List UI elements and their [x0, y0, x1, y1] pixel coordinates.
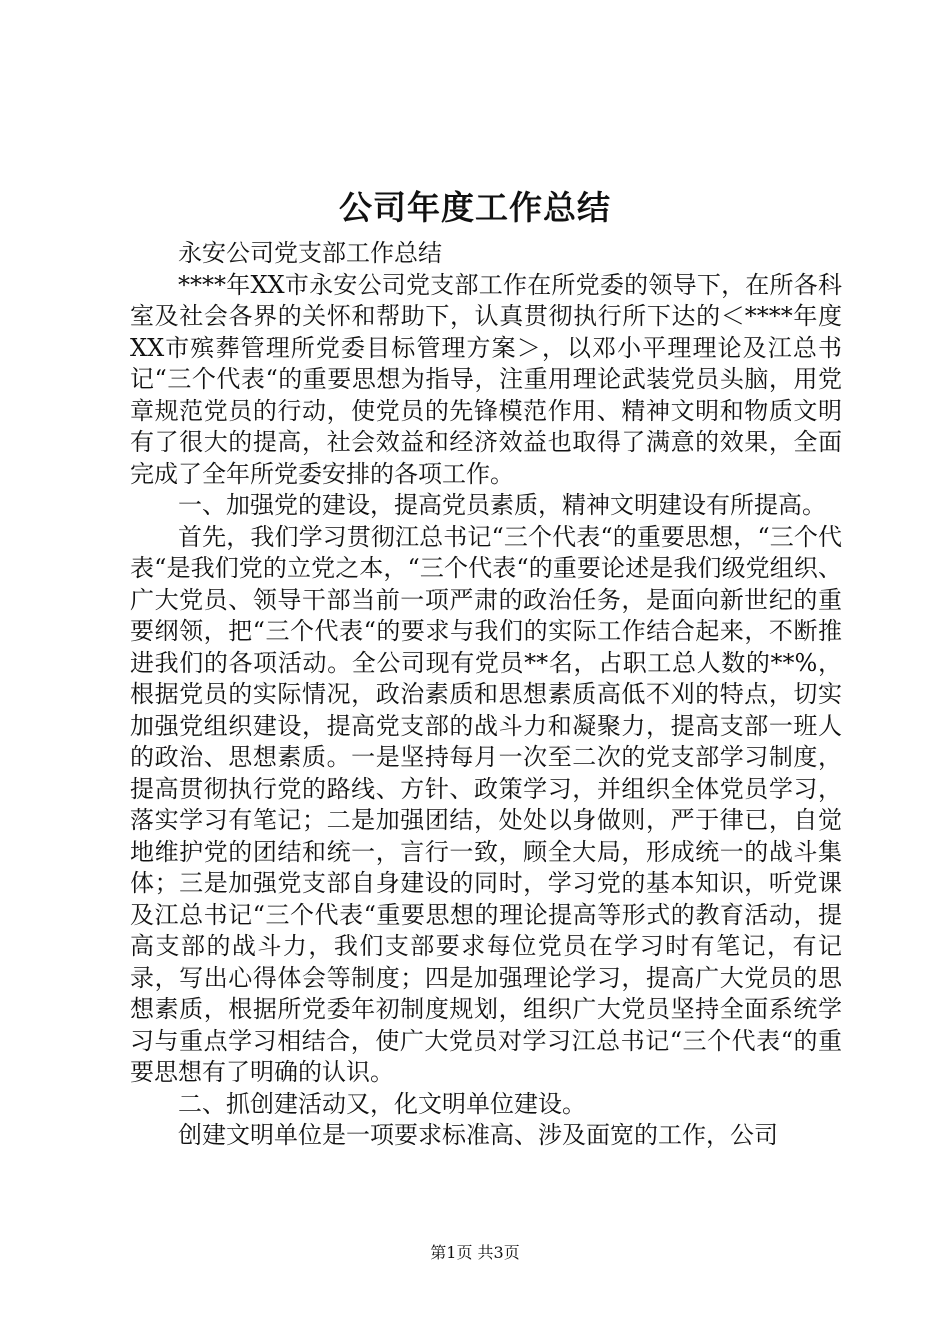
- body-paragraph: 二、抓创建活动又，化文明单位建设。: [178, 1089, 586, 1118]
- body-paragraph: ****年XX市永安公司党支部工作在所党委的领导下，在所各科室及社会各界的关怀和帮助下，认真贯彻执行所下达的＜****年度XX市殡葬管理所党委目标管理方案＞，以邓小平理理论及江总书记“三个代表“的重要思想为指导，注重用理论武装党员头脑，用党章规范党员的行动，使党员的先锋模范作用、精神文明和物质文明有了很大的提高，社会效益和经济效益也取得了满意的效果，全面完成了全年所党委安排的各项工作。: [130, 270, 842, 488]
- document-body: [130, 238, 842, 1152]
- page-number-footer: 第1页 共3页: [430, 1243, 520, 1262]
- body-paragraph: 永安公司党支部工作总结: [178, 239, 442, 267]
- document-title: 公司年度工作总结: [339, 188, 611, 227]
- body-paragraph: 一、加强党的建设，提高党员素质，精神文明建设有所提高。: [178, 491, 826, 519]
- body-paragraph: 首先，我们学习贯彻江总书记“三个代表“的重要思想，“三个代表“是我们党的立党之本，“三个代表“的重要论述是我们级党组织、广大党员、领导干部当前一项严肃的政治任务，是面向新世纪的重要纲领，把“三个代表“的要求与我们的实际工作结合起来，不断推进我们的各项活动。全公司现有党员**名，占职工总人数的**%，根据党员的实际情况，政治素质和思想素质高低不刈的特点，切实加强党组织建设，提高党支部的战斗力和凝聚力，提高支部一班人的政治、思想素质。一是坚持每月一次至二次的党支部学习制度，提高贯彻执行党的路线、方针、政策学习，并组织全体党员学习，落实学习有笔记；二是加强团结，处处以身做则，严于律已，自觉地维护党的团结和统一，言行一致，顾全大局，形成统一的战斗集体；三是加强党支部自身建设的同时，学习党的基本知识，听党课及江总书记“三个代表“重要思想的理论提高等形式的教育活动，提高支部的战斗力，我们支部要求每位党员在学习时有笔记，有记录，写出心得体会等制度；四是加强理论学习，提高广大党员的思想素质，根据所党委年初制度规划，组织广大党员坚持全面系统学习与重点学习相结合，使广大党员对学习江总书记“三个代表“的重要思想有了明确的认识。: [130, 522, 842, 1086]
- body-paragraph: 创建文明单位是一项要求标准高、涉及面宽的工作，公司: [178, 1121, 778, 1149]
